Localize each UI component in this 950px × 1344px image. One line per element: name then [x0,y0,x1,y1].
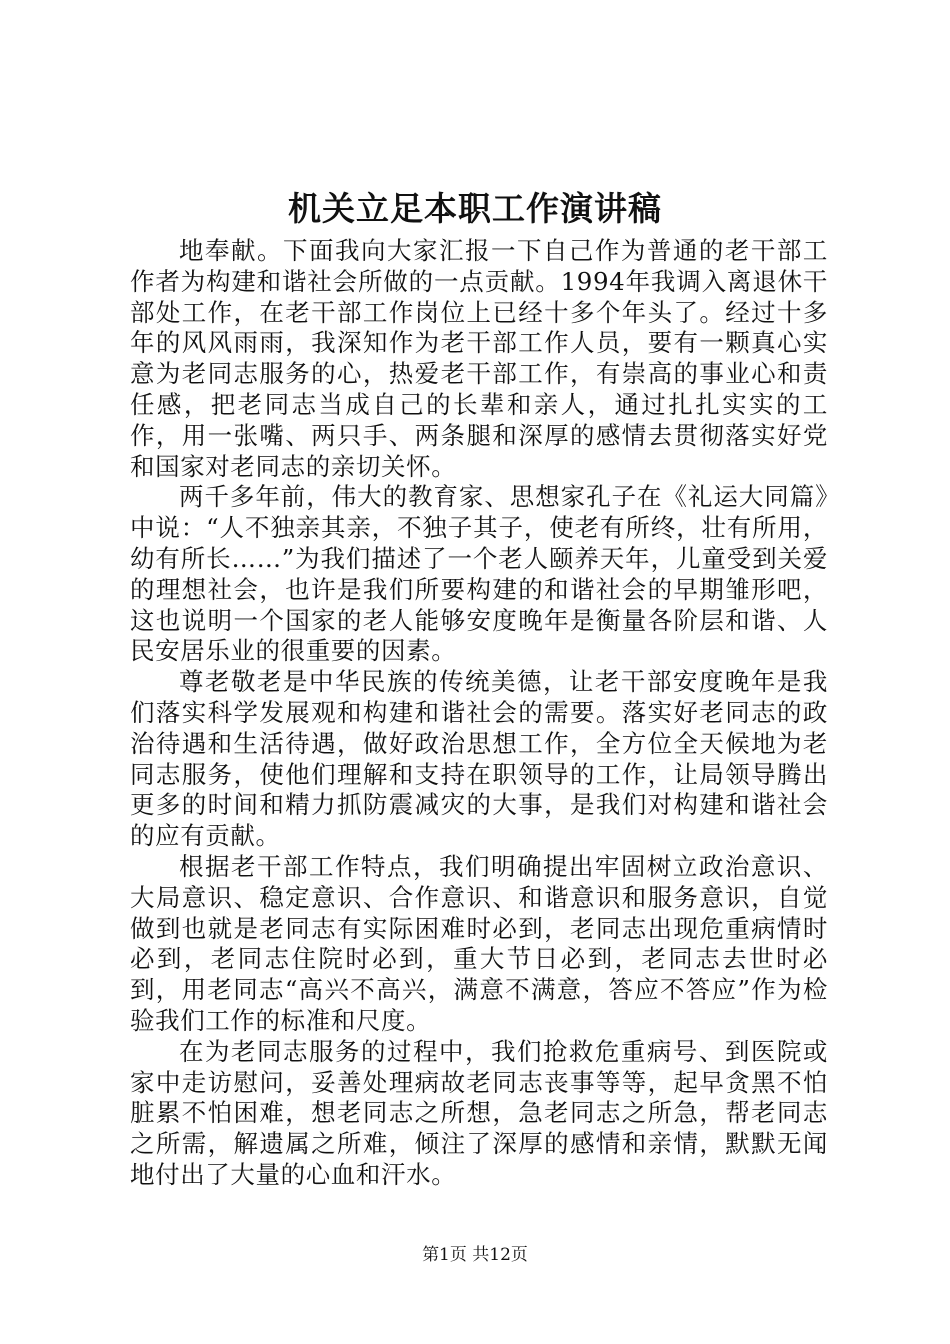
document-body [130,236,828,1191]
document-title: 机关立足本职工作演讲稿 [288,189,662,228]
paragraph: 在为老同志服务的过程中，我们抢救危重病号、到医院或家中走访慰问，妥善处理病故老同志丧事等等，起早贪黑不怕脏累不怕困难，想老同志之所想，急老同志之所急，帮老同志之所需，解遗属之所难，倾注了深厚的感情和亲情，默默无闻地付出了大量的心血和汗水。 [130,1036,828,1189]
paragraph: 根据老干部工作特点，我们明确提出牢固树立政治意识、大局意识、稳定意识、合作意识、和谐意识和服务意识，自觉做到也就是老同志有实际困难时必到，老同志出现危重病情时必到，老同志住院时必到，重大节日必到，老同志去世时必到，用老同志“高兴不高兴，满意不满意，答应不答应”作为检验我们工作的标准和尺度。 [130,851,828,1035]
paragraph: 两千多年前，伟大的教育家、思想家孔子在《礼运大同篇》中说：“人不独亲其亲，不独子其子，使老有所终，壮有所用，幼有所长……”为我们描述了一个老人颐养天年，儿童受到关爱的理想社会，也许是我们所要构建的和谐社会的早期雏形吧，这也说明一个国家的老人能够安度晚年是衡量各阶层和谐、人民安居乐业的很重要的因素。 [130,482,828,666]
page-number-footer: 第1页 共12页 [422,1245,528,1265]
paragraph: 地奉献。下面我向大家汇报一下自己作为普通的老干部工作者为构建和谐社会所做的一点贡献。1994年我调入离退休干部处工作，在老干部工作岗位上已经十多个年头了。经过十多年的风风雨雨，我深知作为老干部工作人员，要有一颗真心实意为老同志服务的心，热爱老干部工作，有崇高的事业心和责任感，把老同志当成自己的长辈和亲人，通过扎扎实实的工作，用一张嘴、两只手、两条腿和深厚的感情去贯彻落实好党和国家对老同志的亲切关怀。 [130,236,828,481]
paragraph: 尊老敬老是中华民族的传统美德，让老干部安度晚年是我们落实科学发展观和构建和谐社会的需要。落实好老同志的政治待遇和生活待遇，做好政治思想工作，全方位全天候地为老同志服务，使他们理解和支持在职领导的工作，让局领导腾出更多的时间和精力抓防震减灾的大事，是我们对构建和谐社会的应有贡献。 [130,667,828,851]
